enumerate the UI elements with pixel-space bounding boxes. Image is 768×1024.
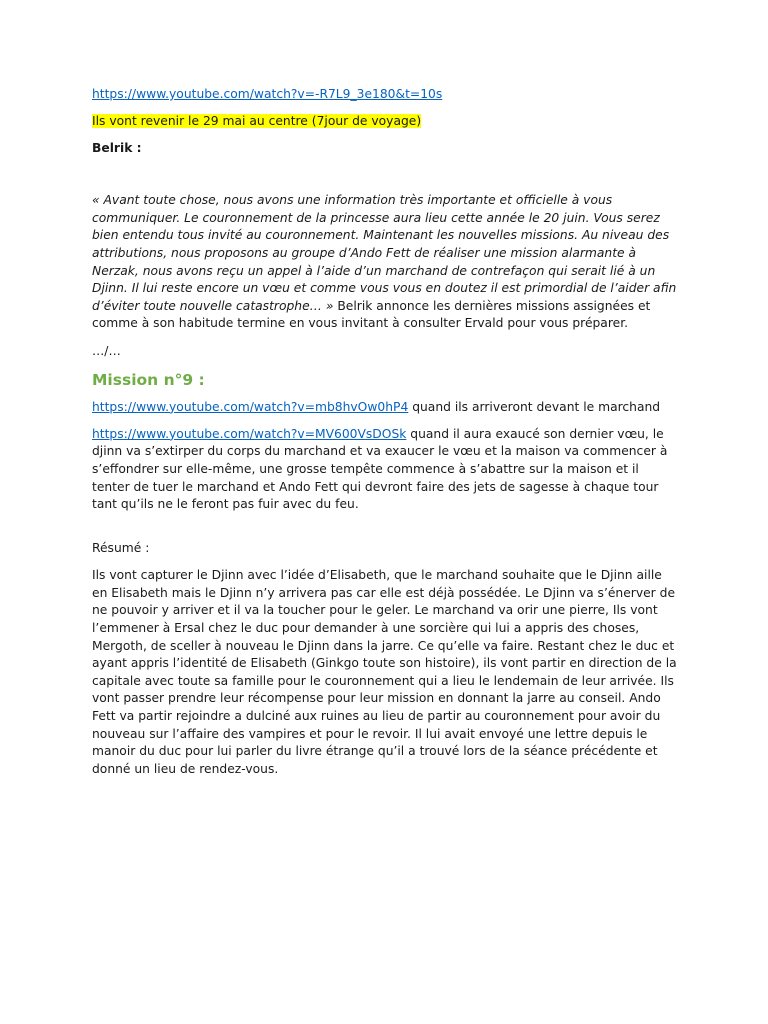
speaker-paragraph <box>92 140 678 158</box>
mission-link-paragraph-1 <box>92 399 678 417</box>
blank-line <box>92 167 678 192</box>
summary-label-paragraph <box>92 540 678 558</box>
youtube-link-2[interactable]: https://www.youtube.com/watch?v=mb8hvOw0hP4 <box>92 399 409 414</box>
mission-link-2-text: quand il aura exaucé son dernier vœu, le djinn va s’extirper du corps du marchand et va exaucer le vœu et la maison va commencer à s’effondrer sur elle-même, une grosse tempête commence à s’abattre sur la maison et il tenter de tuer le marchand et Ando Fett qui devront faire des jets de sagesse à chaque tour tant qu’ils ne le feront pas fuir avec du feu. <box>92 426 668 512</box>
highlighted-note: Ils vont revenir le 29 mai au centre (7jour de voyage) <box>92 114 422 129</box>
summary-label: Résumé : <box>92 541 150 556</box>
document-page <box>92 86 678 788</box>
summary-paragraph <box>92 567 678 778</box>
ellipsis-paragraph <box>92 343 678 361</box>
quote-tail-text: Belrik annonce les dernières missions assignées et comme à son habitude termine en vous invitant à consulter Ervald pour vous préparer. <box>92 298 651 331</box>
link-paragraph-1 <box>92 86 678 104</box>
blank-line <box>92 523 678 540</box>
youtube-link-1[interactable]: https://www.youtube.com/watch?v=-R7L9_3e180&t=10s <box>92 87 443 101</box>
mission-link-paragraph-2 <box>92 426 678 514</box>
speaker-name: Belrik : <box>92 141 142 156</box>
highlight-paragraph <box>92 113 678 131</box>
quote-italic-text: « Avant toute chose, nous avons une information très importante et officielle à vous communiquer. Le couronnement de la princesse aura lieu cette année le 20 juin. Vous serez bien entendu tous invité au couronnement. Maintenant les nouvelles missions. Au niveau des attributions, nous proposons au groupe d’Ando Fett de réaliser une mission alarmante à Nerzak, nous avons reçu un appel à l’aide d’un marchand de contrefaçon qui serait lié à un Djinn. Il lui reste encore un vœu et comme vous vous en doutez il est primordial de l’aider afin d’éviter toute nouvelle catastrophe… » <box>92 193 677 313</box>
youtube-link-3[interactable]: https://www.youtube.com/watch?v=MV600VsDOSk <box>92 426 407 441</box>
quote-paragraph <box>92 192 678 333</box>
mission-link-1-text: quand ils arriveront devant le marchand <box>408 399 661 414</box>
summary-text: Ils vont capturer le Djinn avec l’idée d’Elisabeth, que le marchand souhaite que le Djinn aille en Elisabeth mais le Djinn n’y arrivera pas car elle est déjà possédée. Le Djinn va s’énerver de ne pouvoir y arriver et il va la toucher pour le geler. Le marchand va orir une pierre, Ils vont l’emmener à Ersal chez le duc pour demander à une sorcière qui lui a appris des choses, Mergoth, de sceller à nouveau le Djinn dans la jarre. Ce qu’elle va faire. Restant chez le duc et ayant appris l’identité de Elisabeth (Ginkgo toute son histoire), ils vont partir en direction de la capitale avec toute sa famille pour le couronnement qui a lieu le lendemain de leur arrivée. Ils vont passer prendre leur récompense pour leur mission en donnant la jarre au conseil. Ando Fett va partir rejoindre a dulciné aux ruines au lieu de partir au couronnement pour avoir du nouveau sur l’affaire des vampires et pour le revoir. Il lui avait envoyé une lettre depuis le manoir du duc pour lui parler du livre étrange qu’il a trouvé lors de la séance précédente et donné un lieu de rendez-vous. <box>92 568 677 776</box>
ellipsis-text: …/… <box>92 343 121 358</box>
mission-heading: Mission n°9 : <box>92 370 205 389</box>
